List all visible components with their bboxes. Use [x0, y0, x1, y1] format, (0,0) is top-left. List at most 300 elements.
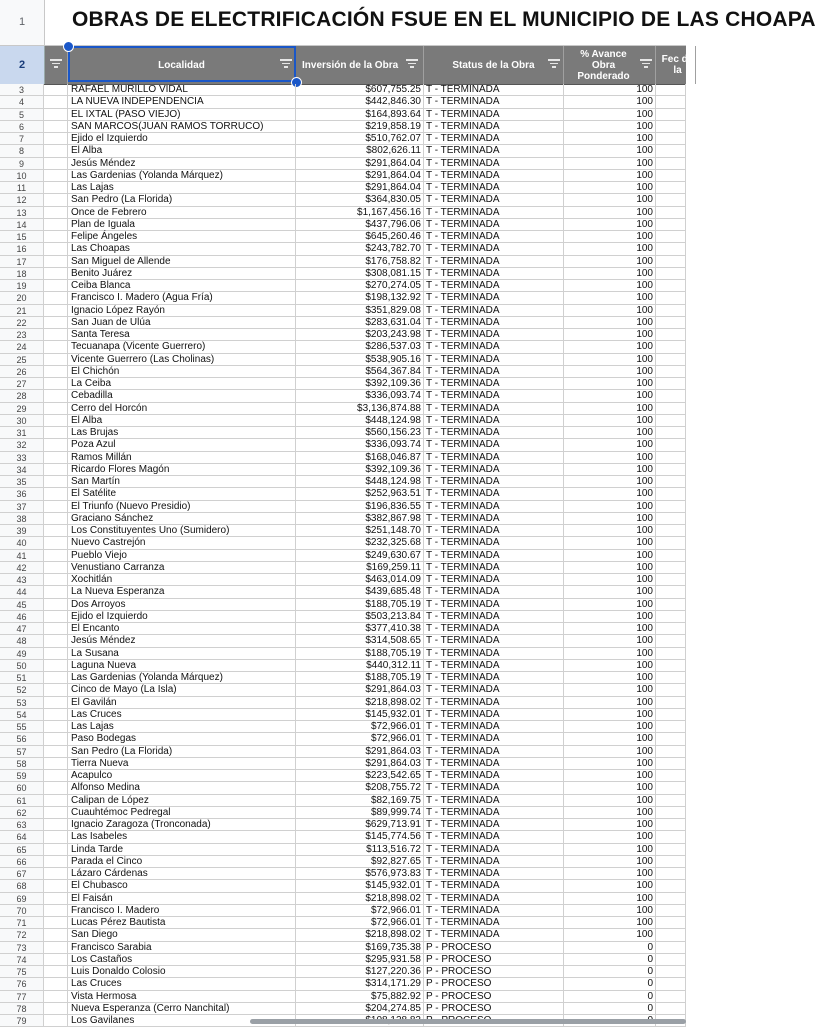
cell-avance[interactable]: 100: [564, 452, 656, 464]
row-number[interactable]: 13: [0, 207, 44, 219]
cell-fecha[interactable]: [656, 415, 686, 427]
cell-avance[interactable]: 100: [564, 341, 656, 353]
row-number[interactable]: 43: [0, 574, 44, 586]
row-number[interactable]: 78: [0, 1003, 44, 1015]
cell-empty[interactable]: [44, 121, 68, 133]
cell-fecha[interactable]: [656, 329, 686, 341]
cell-status[interactable]: T - TERMINADA: [424, 354, 564, 366]
cell-empty[interactable]: [44, 219, 68, 231]
cell-fecha[interactable]: [656, 807, 686, 819]
cell-inversion[interactable]: $291,864.04: [296, 158, 424, 170]
cell-fecha[interactable]: [656, 366, 686, 378]
cell-localidad[interactable]: La Ceiba: [68, 378, 296, 390]
cell-status[interactable]: T - TERMINADA: [424, 317, 564, 329]
cell-empty[interactable]: [44, 721, 68, 733]
cell-avance[interactable]: 100: [564, 513, 656, 525]
cell-empty[interactable]: [44, 464, 68, 476]
cell-avance[interactable]: 100: [564, 929, 656, 941]
cell-status[interactable]: T - TERMINADA: [424, 648, 564, 660]
cell-inversion[interactable]: $510,762.07: [296, 133, 424, 145]
cell-empty[interactable]: [44, 831, 68, 843]
cell-avance[interactable]: 100: [564, 182, 656, 194]
cell-empty[interactable]: [44, 586, 68, 598]
cell-fecha[interactable]: [656, 844, 686, 856]
cell-localidad[interactable]: Felipe Ángeles: [68, 231, 296, 243]
cell-inversion[interactable]: $538,905.16: [296, 354, 424, 366]
filter-icon[interactable]: [548, 59, 560, 69]
cell-inversion[interactable]: $437,796.06: [296, 219, 424, 231]
cell-inversion[interactable]: $291,864.04: [296, 182, 424, 194]
row-number[interactable]: 27: [0, 378, 44, 390]
cell-status[interactable]: T - TERMINADA: [424, 893, 564, 905]
cell-empty[interactable]: [44, 158, 68, 170]
cell-fecha[interactable]: [656, 464, 686, 476]
cell-avance[interactable]: 100: [564, 243, 656, 255]
cell-avance[interactable]: 100: [564, 488, 656, 500]
cell-empty[interactable]: [44, 733, 68, 745]
row-number[interactable]: 26: [0, 366, 44, 378]
cell-inversion[interactable]: $382,867.98: [296, 513, 424, 525]
cell-empty[interactable]: [44, 84, 68, 96]
cell-localidad[interactable]: Luis Donaldo Colosio: [68, 966, 296, 978]
header-fecha[interactable]: [656, 46, 696, 84]
row-number[interactable]: 1: [0, 0, 45, 45]
sheet-title[interactable]: OBRAS DE ELECTRIFICACIÓN FSUE EN EL MUNICIPIO DE LAS CHOAPA: [72, 8, 816, 31]
cell-fecha[interactable]: [656, 905, 686, 917]
cell-fecha[interactable]: [656, 256, 686, 268]
cell-empty[interactable]: [44, 819, 68, 831]
cell-status[interactable]: T - TERMINADA: [424, 856, 564, 868]
cell-avance[interactable]: 0: [564, 966, 656, 978]
header-avance[interactable]: [564, 46, 656, 84]
cell-empty[interactable]: [44, 770, 68, 782]
header-status[interactable]: [424, 46, 564, 84]
row-number[interactable]: 51: [0, 672, 44, 684]
cell-fecha[interactable]: [656, 782, 686, 794]
cell-empty[interactable]: [44, 1015, 68, 1027]
cell-localidad[interactable]: Las Lajas: [68, 721, 296, 733]
cell-empty[interactable]: [44, 562, 68, 574]
cell-inversion[interactable]: $145,932.01: [296, 709, 424, 721]
cell-localidad[interactable]: Venustiano Carranza: [68, 562, 296, 574]
cell-status[interactable]: T - TERMINADA: [424, 341, 564, 353]
cell-avance[interactable]: 100: [564, 415, 656, 427]
cell-localidad[interactable]: El Triunfo (Nuevo Presidio): [68, 501, 296, 513]
cell-inversion[interactable]: $308,081.15: [296, 268, 424, 280]
cell-inversion[interactable]: $564,367.84: [296, 366, 424, 378]
cell-fecha[interactable]: [656, 133, 686, 145]
cell-inversion[interactable]: $314,508.65: [296, 635, 424, 647]
cell-status[interactable]: P - PROCESO: [424, 978, 564, 990]
cell-fecha[interactable]: [656, 84, 686, 96]
cell-empty[interactable]: [44, 709, 68, 721]
cell-avance[interactable]: 100: [564, 611, 656, 623]
cell-inversion[interactable]: $232,325.68: [296, 537, 424, 549]
filter-icon[interactable]: [50, 59, 62, 69]
row-number[interactable]: 3: [0, 84, 44, 96]
cell-inversion[interactable]: $168,046.87: [296, 452, 424, 464]
cell-inversion[interactable]: $448,124.98: [296, 476, 424, 488]
cell-fecha[interactable]: [656, 721, 686, 733]
cell-avance[interactable]: 100: [564, 158, 656, 170]
cell-empty[interactable]: [44, 366, 68, 378]
row-number[interactable]: 29: [0, 403, 44, 415]
cell-avance[interactable]: 100: [564, 709, 656, 721]
row-number[interactable]: 70: [0, 905, 44, 917]
cell-fecha[interactable]: [656, 158, 686, 170]
cell-avance[interactable]: 100: [564, 366, 656, 378]
cell-inversion[interactable]: $576,973.83: [296, 868, 424, 880]
cell-status[interactable]: T - TERMINADA: [424, 599, 564, 611]
cell-localidad[interactable]: Cuauhtémoc Pedregal: [68, 807, 296, 819]
row-number[interactable]: 9: [0, 158, 44, 170]
cell-empty[interactable]: [44, 243, 68, 255]
row-number[interactable]: 22: [0, 317, 44, 329]
cell-avance[interactable]: 100: [564, 868, 656, 880]
cell-localidad[interactable]: RAFAEL MURILLO VIDAL: [68, 84, 296, 96]
cell-fecha[interactable]: [656, 672, 686, 684]
cell-avance[interactable]: 100: [564, 109, 656, 121]
cell-avance[interactable]: 100: [564, 635, 656, 647]
cell-inversion[interactable]: $223,542.65: [296, 770, 424, 782]
row-number[interactable]: 38: [0, 513, 44, 525]
cell-localidad[interactable]: Ejido el Izquierdo: [68, 133, 296, 145]
cell-empty[interactable]: [44, 231, 68, 243]
cell-avance[interactable]: 100: [564, 84, 656, 96]
cell-localidad[interactable]: El Satélite: [68, 488, 296, 500]
cell-avance[interactable]: 100: [564, 329, 656, 341]
cell-avance[interactable]: 100: [564, 145, 656, 157]
row-number[interactable]: 66: [0, 856, 44, 868]
cell-inversion[interactable]: $127,220.36: [296, 966, 424, 978]
cell-avance[interactable]: 100: [564, 905, 656, 917]
cell-empty[interactable]: [44, 329, 68, 341]
cell-inversion[interactable]: $243,782.70: [296, 243, 424, 255]
row-number[interactable]: 76: [0, 978, 44, 990]
cell-inversion[interactable]: $188,705.19: [296, 599, 424, 611]
cell-empty[interactable]: [44, 415, 68, 427]
cell-inversion[interactable]: $439,685.48: [296, 586, 424, 598]
cell-avance[interactable]: 100: [564, 672, 656, 684]
cell-status[interactable]: T - TERMINADA: [424, 513, 564, 525]
cell-status[interactable]: T - TERMINADA: [424, 243, 564, 255]
cell-localidad[interactable]: Las Lajas: [68, 182, 296, 194]
row-number[interactable]: 59: [0, 770, 44, 782]
cell-fecha[interactable]: [656, 868, 686, 880]
cell-avance[interactable]: 100: [564, 795, 656, 807]
row-number[interactable]: 34: [0, 464, 44, 476]
cell-inversion[interactable]: $295,931.58: [296, 954, 424, 966]
row-number[interactable]: 17: [0, 256, 44, 268]
cell-fecha[interactable]: [656, 831, 686, 843]
cell-status[interactable]: T - TERMINADA: [424, 868, 564, 880]
cell-localidad[interactable]: Cerro del Horcón: [68, 403, 296, 415]
cell-avance[interactable]: 100: [564, 733, 656, 745]
cell-status[interactable]: T - TERMINADA: [424, 292, 564, 304]
cell-inversion[interactable]: $291,864.03: [296, 746, 424, 758]
row-number[interactable]: 50: [0, 660, 44, 672]
cell-status[interactable]: T - TERMINADA: [424, 611, 564, 623]
cell-empty[interactable]: [44, 868, 68, 880]
cell-localidad[interactable]: Paso Bodegas: [68, 733, 296, 745]
cell-empty[interactable]: [44, 427, 68, 439]
cell-localidad[interactable]: Los Castaños: [68, 954, 296, 966]
cell-inversion[interactable]: $169,259.11: [296, 562, 424, 574]
cell-status[interactable]: T - TERMINADA: [424, 256, 564, 268]
cell-avance[interactable]: 100: [564, 697, 656, 709]
cell-fecha[interactable]: [656, 390, 686, 402]
cell-fecha[interactable]: [656, 966, 686, 978]
cell-localidad[interactable]: Los Constituyentes Uno (Sumidero): [68, 525, 296, 537]
cell-status[interactable]: T - TERMINADA: [424, 550, 564, 562]
cell-avance[interactable]: 100: [564, 831, 656, 843]
cell-empty[interactable]: [44, 390, 68, 402]
cell-inversion[interactable]: $145,932.01: [296, 880, 424, 892]
cell-avance[interactable]: 100: [564, 501, 656, 513]
row-number[interactable]: 42: [0, 562, 44, 574]
cell-empty[interactable]: [44, 1003, 68, 1015]
cell-empty[interactable]: [44, 501, 68, 513]
row-number[interactable]: 71: [0, 917, 44, 929]
cell-avance[interactable]: 100: [564, 819, 656, 831]
cell-empty[interactable]: [44, 268, 68, 280]
cell-localidad[interactable]: LA NUEVA INDEPENDENCIA: [68, 96, 296, 108]
cell-inversion[interactable]: $448,124.98: [296, 415, 424, 427]
cell-localidad[interactable]: Once de Febrero: [68, 207, 296, 219]
header-localidad[interactable]: [68, 46, 296, 84]
cell-inversion[interactable]: $314,171.29: [296, 978, 424, 990]
cell-localidad[interactable]: Alfonso Medina: [68, 782, 296, 794]
cell-empty[interactable]: [44, 782, 68, 794]
row-number[interactable]: 57: [0, 746, 44, 758]
cell-fecha[interactable]: [656, 733, 686, 745]
cell-fecha[interactable]: [656, 697, 686, 709]
cell-localidad[interactable]: El Gavilán: [68, 697, 296, 709]
cell-localidad[interactable]: Nueva Esperanza (Cerro Nanchital): [68, 1003, 296, 1015]
cell-localidad[interactable]: Las Cruces: [68, 709, 296, 721]
row-number[interactable]: 64: [0, 831, 44, 843]
cell-status[interactable]: T - TERMINADA: [424, 170, 564, 182]
cell-localidad[interactable]: Francisco I. Madero: [68, 905, 296, 917]
cell-empty[interactable]: [44, 145, 68, 157]
row-number[interactable]: 21: [0, 305, 44, 317]
cell-avance[interactable]: 100: [564, 844, 656, 856]
cell-fecha[interactable]: [656, 623, 686, 635]
cell-localidad[interactable]: Lázaro Cárdenas: [68, 868, 296, 880]
cell-localidad[interactable]: Ceiba Blanca: [68, 280, 296, 292]
cell-localidad[interactable]: Vista Hermosa: [68, 991, 296, 1003]
cell-localidad[interactable]: Lucas Pérez Bautista: [68, 917, 296, 929]
cell-inversion[interactable]: $113,516.72: [296, 844, 424, 856]
cell-status[interactable]: T - TERMINADA: [424, 207, 564, 219]
cell-status[interactable]: P - PROCESO: [424, 966, 564, 978]
cell-avance[interactable]: 100: [564, 856, 656, 868]
cell-fecha[interactable]: [656, 709, 686, 721]
cell-status[interactable]: T - TERMINADA: [424, 280, 564, 292]
cell-empty[interactable]: [44, 513, 68, 525]
cell-avance[interactable]: 100: [564, 305, 656, 317]
cell-status[interactable]: T - TERMINADA: [424, 488, 564, 500]
cell-empty[interactable]: [44, 537, 68, 549]
cell-avance[interactable]: 100: [564, 219, 656, 231]
cell-inversion[interactable]: $218,898.02: [296, 697, 424, 709]
cell-fecha[interactable]: [656, 403, 686, 415]
cell-inversion[interactable]: $218,898.02: [296, 929, 424, 941]
cell-fecha[interactable]: [656, 978, 686, 990]
row-number[interactable]: 75: [0, 966, 44, 978]
cell-localidad[interactable]: El Chichón: [68, 366, 296, 378]
cell-avance[interactable]: 100: [564, 439, 656, 451]
cell-localidad[interactable]: Ejido el Izquierdo: [68, 611, 296, 623]
cell-fecha[interactable]: [656, 795, 686, 807]
cell-fecha[interactable]: [656, 770, 686, 782]
row-number[interactable]: 15: [0, 231, 44, 243]
row-number[interactable]: 30: [0, 415, 44, 427]
cell-status[interactable]: T - TERMINADA: [424, 844, 564, 856]
cell-avance[interactable]: 100: [564, 893, 656, 905]
cell-avance[interactable]: 100: [564, 623, 656, 635]
cell-status[interactable]: T - TERMINADA: [424, 672, 564, 684]
cell-localidad[interactable]: Dos Arroyos: [68, 599, 296, 611]
cell-status[interactable]: T - TERMINADA: [424, 182, 564, 194]
cell-empty[interactable]: [44, 109, 68, 121]
cell-avance[interactable]: 0: [564, 1003, 656, 1015]
cell-avance[interactable]: 100: [564, 721, 656, 733]
cell-status[interactable]: T - TERMINADA: [424, 525, 564, 537]
cell-empty[interactable]: [44, 574, 68, 586]
cell-fecha[interactable]: [656, 991, 686, 1003]
row-number[interactable]: 5: [0, 109, 44, 121]
cell-inversion[interactable]: $89,999.74: [296, 807, 424, 819]
cell-fecha[interactable]: [656, 501, 686, 513]
cell-empty[interactable]: [44, 635, 68, 647]
row-number[interactable]: 79: [0, 1015, 44, 1027]
cell-inversion[interactable]: $336,093.74: [296, 439, 424, 451]
cell-status[interactable]: T - TERMINADA: [424, 109, 564, 121]
cell-inversion[interactable]: $252,963.51: [296, 488, 424, 500]
row-number[interactable]: 33: [0, 452, 44, 464]
cell-fecha[interactable]: [656, 317, 686, 329]
cell-status[interactable]: T - TERMINADA: [424, 746, 564, 758]
cell-status[interactable]: T - TERMINADA: [424, 268, 564, 280]
cell-inversion[interactable]: $251,148.70: [296, 525, 424, 537]
cell-fecha[interactable]: [656, 280, 686, 292]
cell-status[interactable]: T - TERMINADA: [424, 795, 564, 807]
row-number[interactable]: 25: [0, 354, 44, 366]
cell-localidad[interactable]: Jesús Méndez: [68, 158, 296, 170]
cell-status[interactable]: T - TERMINADA: [424, 378, 564, 390]
cell-empty[interactable]: [44, 917, 68, 929]
cell-empty[interactable]: [44, 758, 68, 770]
row-number[interactable]: 19: [0, 280, 44, 292]
selection-handle[interactable]: [63, 41, 74, 52]
cell-avance[interactable]: 100: [564, 292, 656, 304]
cell-status[interactable]: P - PROCESO: [424, 1003, 564, 1015]
cell-empty[interactable]: [44, 525, 68, 537]
cell-inversion[interactable]: $3,136,874.88: [296, 403, 424, 415]
cell-inversion[interactable]: $219,858.19: [296, 121, 424, 133]
cell-localidad[interactable]: San Miguel de Allende: [68, 256, 296, 268]
cell-status[interactable]: T - TERMINADA: [424, 427, 564, 439]
row-number[interactable]: 45: [0, 599, 44, 611]
cell-localidad[interactable]: Laguna Nueva: [68, 660, 296, 672]
cell-empty[interactable]: [44, 856, 68, 868]
cell-empty[interactable]: [44, 880, 68, 892]
filter-icon[interactable]: [640, 59, 652, 69]
cell-avance[interactable]: 100: [564, 207, 656, 219]
cell-empty[interactable]: [44, 844, 68, 856]
cell-fecha[interactable]: [656, 586, 686, 598]
cell-localidad[interactable]: Parada el Cinco: [68, 856, 296, 868]
cell-avance[interactable]: 100: [564, 574, 656, 586]
cell-avance[interactable]: 100: [564, 917, 656, 929]
cell-localidad[interactable]: Las Gardenias (Yolanda Márquez): [68, 672, 296, 684]
cell-inversion[interactable]: $164,893.64: [296, 109, 424, 121]
cell-fecha[interactable]: [656, 194, 686, 206]
cell-fecha[interactable]: [656, 917, 686, 929]
row-number[interactable]: 69: [0, 893, 44, 905]
cell-avance[interactable]: 100: [564, 550, 656, 562]
cell-localidad[interactable]: Las Cruces: [68, 978, 296, 990]
cell-empty[interactable]: [44, 488, 68, 500]
cell-empty[interactable]: [44, 378, 68, 390]
cell-status[interactable]: T - TERMINADA: [424, 537, 564, 549]
cell-empty[interactable]: [44, 684, 68, 696]
cell-status[interactable]: T - TERMINADA: [424, 929, 564, 941]
row-number[interactable]: 18: [0, 268, 44, 280]
cell-inversion[interactable]: $188,705.19: [296, 648, 424, 660]
row-number[interactable]: 31: [0, 427, 44, 439]
cell-status[interactable]: T - TERMINADA: [424, 501, 564, 513]
cell-fecha[interactable]: [656, 574, 686, 586]
cell-empty[interactable]: [44, 623, 68, 635]
row-number[interactable]: 67: [0, 868, 44, 880]
cell-empty[interactable]: [44, 929, 68, 941]
cell-fecha[interactable]: [656, 1003, 686, 1015]
cell-status[interactable]: T - TERMINADA: [424, 660, 564, 672]
cell-empty[interactable]: [44, 795, 68, 807]
cell-localidad[interactable]: Las Choapas: [68, 243, 296, 255]
cell-avance[interactable]: 100: [564, 525, 656, 537]
cell-fecha[interactable]: [656, 170, 686, 182]
cell-status[interactable]: T - TERMINADA: [424, 831, 564, 843]
cell-localidad[interactable]: Jesús Méndez: [68, 635, 296, 647]
cell-empty[interactable]: [44, 648, 68, 660]
cell-fecha[interactable]: [656, 121, 686, 133]
cell-empty[interactable]: [44, 317, 68, 329]
cell-status[interactable]: T - TERMINADA: [424, 415, 564, 427]
cell-empty[interactable]: [44, 182, 68, 194]
cell-fecha[interactable]: [656, 488, 686, 500]
cell-status[interactable]: T - TERMINADA: [424, 807, 564, 819]
cell-localidad[interactable]: Linda Tarde: [68, 844, 296, 856]
cell-localidad[interactable]: Poza Azul: [68, 439, 296, 451]
cell-fecha[interactable]: [656, 525, 686, 537]
row-number[interactable]: 41: [0, 550, 44, 562]
cell-inversion[interactable]: $364,830.05: [296, 194, 424, 206]
cell-localidad[interactable]: Ramos Millán: [68, 452, 296, 464]
cell-status[interactable]: T - TERMINADA: [424, 709, 564, 721]
row-number[interactable]: 52: [0, 684, 44, 696]
cell-inversion[interactable]: $203,243.98: [296, 329, 424, 341]
cell-inversion[interactable]: $503,213.84: [296, 611, 424, 623]
cell-inversion[interactable]: $72,966.01: [296, 917, 424, 929]
cell-empty[interactable]: [44, 403, 68, 415]
cell-avance[interactable]: 100: [564, 880, 656, 892]
cell-status[interactable]: T - TERMINADA: [424, 390, 564, 402]
filter-icon[interactable]: [280, 59, 292, 69]
cell-fecha[interactable]: [656, 550, 686, 562]
